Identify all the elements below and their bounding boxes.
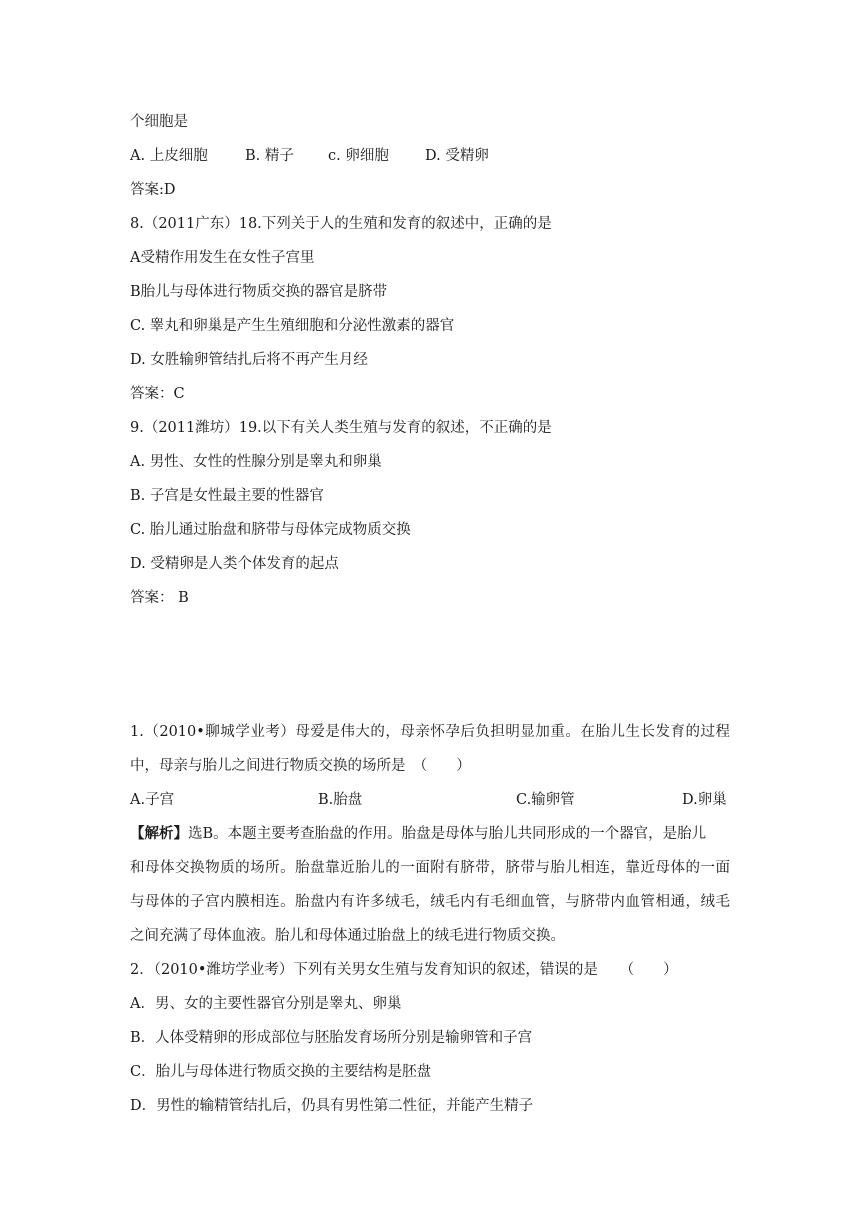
q9-option-c: C. 胎儿通过胎盘和脐带与母体完成物质交换 — [130, 522, 411, 538]
q7-answer: 答案:D — [130, 182, 176, 198]
q1-stem-line2: 中，母亲与胎儿之间进行物质交换的场所是 （ ） — [130, 758, 471, 774]
q8-option-d: D. 女胜输卵管结扎后将不再产生月经 — [130, 352, 368, 368]
q8-option-a: A受精作用发生在女性子宫里 — [130, 250, 315, 266]
q8-option-c: C. 睾丸和卵巢是产生生殖细胞和分泌性激素的器官 — [130, 318, 455, 334]
q1-analysis-line2: 和母体交换物质的场所。胎盘靠近胎儿的一面附有脐带，脐带与胎儿相连，靠近母体的一面 — [130, 860, 730, 876]
q1-analysis-line4: 之间充满了母体血液。胎儿和母体通过胎盘上的绒毛进行物质交换。 — [130, 928, 565, 944]
q7-option-a: A. 上皮细胞 — [130, 148, 208, 164]
q2-option-a: A．男、女的主要性器官分别是睾丸、卵巢 — [130, 996, 402, 1012]
q9-option-b: B. 子宫是女性最主要的性器官 — [130, 488, 324, 504]
q8-stem: 8.（2011广东）18.下列关于人的生殖和发育的叙述中，正确的是 — [130, 216, 552, 232]
q9-stem: 9.（2011潍坊）19.以下有关人类生殖与发育的叙述，不正确的是 — [130, 420, 552, 436]
q7-option-d: D. 受精卵 — [425, 148, 489, 164]
q1-stem-line1: 1.（2010•聊城学业考）母爱是伟大的，母亲怀孕后负担明显加重。在胎儿生长发育的过程 — [130, 724, 730, 740]
q2-stem: 2．（2010•潍坊学业考）下列有关男女生殖与发育知识的叙述，错误的是 （ ） — [130, 962, 678, 978]
q7-stem-tail: 个细胞是 — [130, 114, 188, 130]
q8-option-b: B胎儿与母体进行物质交换的器官是脐带 — [130, 284, 388, 300]
q1-analysis-line1 — [130, 824, 730, 844]
analysis-text-1: 选B。本题主要考查胎盘的作用。胎盘是母体与胎儿共同形成的一个器官，是胎儿 — [188, 826, 707, 842]
q2-option-d: D．男性的输精管结扎后，仍具有男性第二性征，并能产生精子 — [130, 1098, 534, 1114]
q1-option-c: C.输卵管 — [516, 792, 575, 808]
q9-option-a: A. 男性、女性的性腺分别是睾丸和卵巢 — [130, 454, 382, 470]
q1-option-d: D.卵巢 — [682, 792, 727, 808]
q7-option-b: B. 精子 — [245, 148, 294, 164]
q1-analysis-line3: 与母体的子宫内膜相连。胎盘内有许多绒毛，绒毛内有毛细血管，与脐带内血管相通，绒毛 — [130, 894, 730, 910]
q8-answer: 答案：C — [130, 386, 185, 402]
q9-answer: 答案： B — [130, 590, 189, 606]
q1-option-b: B.胎盘 — [318, 792, 363, 808]
q2-option-b: B．人体受精卵的形成部位与胚胎发育场所分别是输卵管和子宫 — [130, 1030, 533, 1046]
q1-option-a: A.子宫 — [130, 792, 175, 808]
q7-option-c: c. 卵细胞 — [328, 148, 389, 164]
analysis-tag: 【解析】 — [130, 825, 188, 842]
q9-option-d: D. 受精卵是人类个体发育的起点 — [130, 556, 339, 572]
q2-option-c: C．胎儿与母体进行物质交换的主要结构是胚盘 — [130, 1064, 432, 1080]
